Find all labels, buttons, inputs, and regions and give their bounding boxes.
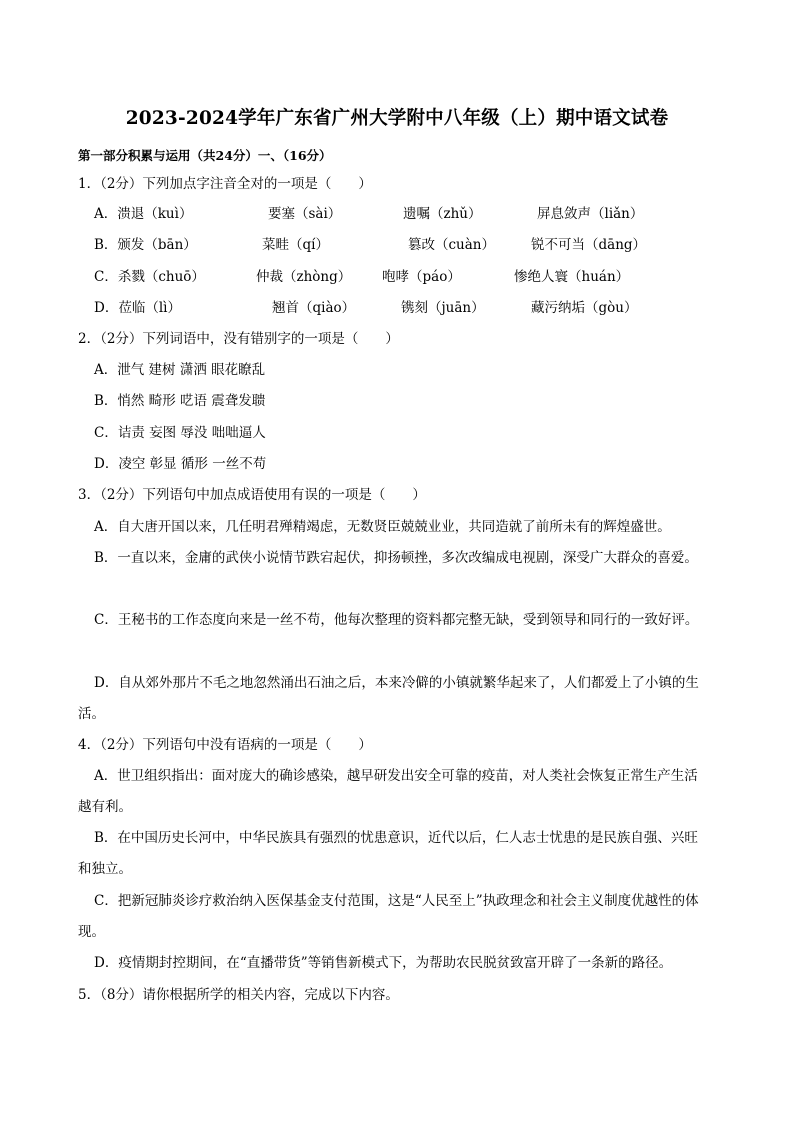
q1-a-item-3: 遗嘱（zhǔ） bbox=[403, 206, 482, 222]
q1-b-item-3: 篡改（cuàn） bbox=[408, 237, 495, 253]
q1-b-item-2: 菜畦（qí） bbox=[262, 237, 329, 253]
q3-option-d: D．自从郊外那片不毛之地忽然涌出石油之后，本来冷僻的小镇就繁华起来了，人们都爱上了小镇的生 bbox=[94, 675, 699, 691]
q1-c-item-3: 咆哮（páo） bbox=[382, 269, 461, 285]
q2-option-b: B．悄然 畸形 呓语 震聋发聩 bbox=[94, 393, 266, 409]
q2-option-c: C．诘责 妄图 辱没 咄咄逼人 bbox=[94, 425, 266, 441]
q4-option-c-continued: 现。 bbox=[78, 924, 105, 940]
q1-d-item-3: 镌刻（juān） bbox=[401, 300, 485, 316]
q2-option-a: A．泄气 建树 潇洒 眼花瞭乱 bbox=[94, 362, 266, 378]
q4-option-a: A．世卫组织指出：面对庞大的确诊感染，越早研发出安全可靠的疫苗，对人类社会恢复正常生产生活 bbox=[94, 768, 698, 784]
q4-option-c: C．把新冠肺炎诊疗救治纳入医保基金支付范围，这是“人民至上”执政理念和社会主义制度优越性的体 bbox=[94, 893, 699, 909]
question-5-stem: 5．（8分）请你根据所学的相关内容，完成以下内容。 bbox=[78, 987, 399, 1003]
q1-d-item-2: 翘首（qiào） bbox=[272, 300, 356, 316]
q3-option-d-continued: 活。 bbox=[78, 706, 105, 722]
q1-d-item-4: 藏污纳垢（gòu） bbox=[531, 300, 638, 316]
q1-a-item-2: 要塞（sài） bbox=[268, 206, 342, 222]
q3-option-c: C．王秘书的工作态度向来是一丝不苟，他每次整理的资料都完整无缺，受到领导和同行的一致好评。 bbox=[94, 612, 699, 628]
question-4-stem: 4．（2分）下列语句中没有语病的一项是（ ） bbox=[78, 737, 372, 753]
page-title: 2023-2024学年广东省广州大学附中八年级（上）期中语文试卷 bbox=[125, 108, 669, 129]
q3-option-b: B．一直以来，金庸的武侠小说情节跌宕起伏，抑扬顿挫，多次改编成电视剧，深受广大群众的喜爱。 bbox=[94, 550, 698, 566]
q2-option-d: D．凌空 彰显 循形 一丝不苟 bbox=[94, 456, 267, 472]
section-heading: 第一部分积累与运用（共24分）一、（16分） bbox=[78, 148, 332, 163]
q1-b-item-1: B．颁发（bān） bbox=[94, 237, 197, 253]
q1-c-item-1: C．杀戮（chuō） bbox=[94, 269, 205, 285]
question-2-stem: 2．（2分）下列词语中，没有错别字的一项是（ ） bbox=[78, 331, 399, 347]
q1-a-item-4: 屏息敛声（liǎn） bbox=[537, 206, 644, 222]
q1-c-item-4: 惨绝人寰（huán） bbox=[514, 269, 630, 285]
q1-a-item-1: A．溃退（kuì） bbox=[94, 206, 193, 222]
q4-option-d: D．疫情期封控期间，在“直播带货”等销售新模式下，为帮助农民脱贫致富开辟了一条新的路径。 bbox=[94, 955, 673, 971]
question-1-stem: 1．（2分）下列加点字注音全对的一项是（ ） bbox=[78, 176, 372, 192]
q1-b-item-4: 锐不可当（dāng） bbox=[531, 237, 647, 253]
q4-option-b: B．在中国历史长河中，中华民族具有强烈的忧患意识，近代以后，仁人志士忧患的是民族自强、兴旺 bbox=[94, 830, 698, 846]
q4-option-a-continued: 越有利。 bbox=[78, 799, 132, 815]
q1-c-item-2: 仲裁（zhòng） bbox=[256, 269, 352, 285]
q4-option-b-continued: 和独立。 bbox=[78, 861, 132, 877]
q3-option-a: A．自大唐开国以来，几任明君殚精竭虑，无数贤臣兢兢业业，共同造就了前所未有的辉煌盛世。 bbox=[94, 519, 671, 535]
q1-d-item-1: D．莅临（lì） bbox=[94, 300, 181, 316]
question-3-stem: 3．（2分）下列语句中加点成语使用有误的一项是（ ） bbox=[78, 487, 426, 503]
